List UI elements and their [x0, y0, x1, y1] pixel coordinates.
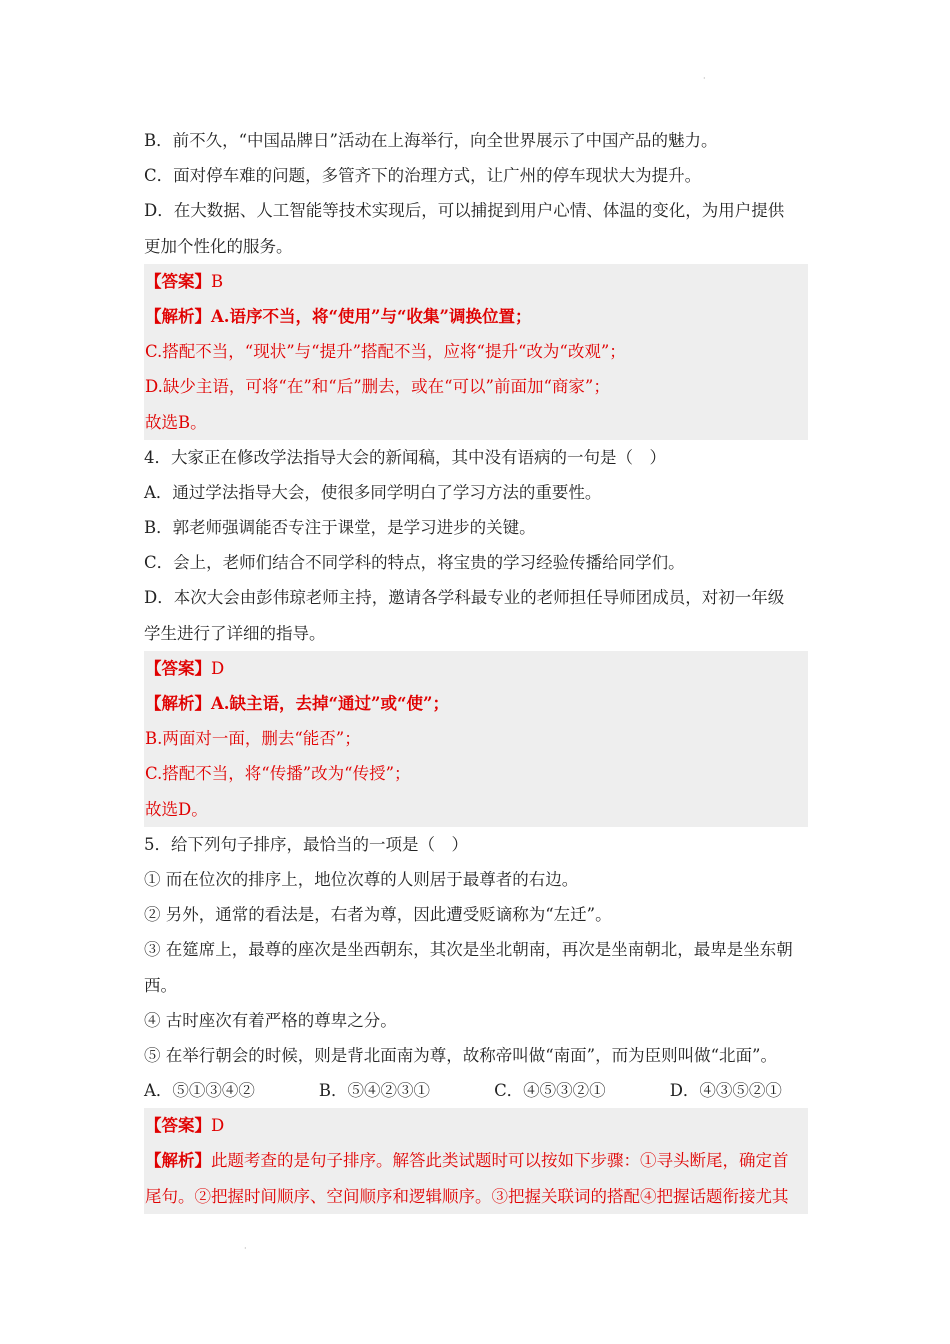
q3-option-b: B．前不久，“中国品牌日”活动在上海举行，向全世界展示了中国产品的魅力。 — [144, 131, 718, 150]
q5-sentence: ④ 古时座次有着严格的尊卑之分。 — [144, 1010, 397, 1030]
header-mark: · — [703, 74, 706, 83]
q3-option-c: C．面对停车难的问题，多管齐下的治理方式，让广州的停车现状大为提升。 — [144, 166, 702, 186]
q5-sentence: ⑤ 在举行朝会的时候，则是背北面南为尊，故称帝叫做“南面”，而为臣则叫做“北面”。 — [144, 1045, 777, 1065]
q5-sentence: ① 而在位次的排序上，地位次尊的人则居于最尊者的右边。 — [144, 869, 579, 889]
question-3-options — [144, 123, 808, 264]
q5-analysis-line: 此题考查的是句子排序。解答此类试题时可以按如下步骤：①寻头断尾，确定首 — [211, 1151, 789, 1171]
q4-analysis-line: A.缺主语，去掉“通过”或“使”； — [211, 694, 450, 713]
q5-sentence: ③ 在筵席上，最尊的座次是坐西朝东，其次是坐北朝南，再次是坐南朝北，最卑是坐东朝 — [144, 940, 793, 960]
q3-option-d-cont: 更加个性化的服务。 — [144, 236, 293, 256]
q4-answer-block — [144, 651, 808, 827]
q5-answer-label: 【答案】 — [145, 1116, 211, 1136]
q3-option-d: D．在大数据、人工智能等技术实现后，可以捕捉到用户心情、体温的变化，为用户提供 — [144, 201, 785, 221]
q3-analysis-line: A.语序不当，将“使用”与“收集”调换位置； — [211, 306, 532, 326]
q5-answer-value: D — [211, 1116, 225, 1136]
q4-analysis-line: B.两面对一面，删去“能否”； — [145, 729, 361, 749]
q5-answer-block — [144, 1108, 808, 1214]
footer-mark: · — [244, 1244, 247, 1253]
question-content — [144, 123, 808, 1214]
q5-choice-d: D．④③⑤②① — [669, 1081, 782, 1101]
q5-analysis-line: 尾句。②把握时间顺序、空间顺序和逻辑顺序。③把握关联词的搭配④把握话题衔接尤其 — [145, 1186, 789, 1206]
q5-stem: 5．给下列句子排序，最恰当的一项是（ ） — [144, 834, 468, 854]
question-5 — [144, 827, 808, 1109]
q5-sentence: ② 另外，通常的看法是，右者为尊，因此遭受贬谪称为“左迁”。 — [144, 905, 612, 925]
q3-answer-block — [144, 264, 808, 440]
q4-option-c: C．会上，老师们结合不同学科的特点，将宝贵的学习经验传播给同学们。 — [144, 553, 685, 573]
question-4 — [144, 440, 808, 651]
q3-answer-label: 【答案】 — [145, 271, 211, 291]
q5-sentence-cont: 西。 — [144, 975, 177, 995]
q3-analysis-line: C.搭配不当，“现状”与“提升”搭配不当，应将“提升“改为“改观”； — [145, 342, 626, 362]
q4-analysis-label: 【解析】 — [145, 694, 211, 713]
q4-analysis-line: C.搭配不当，将“传播”改为“传授”； — [145, 764, 411, 784]
q3-analysis-line: D.缺少主语，可将“在”和“后”删去，或在“可以”前面加“商家”； — [145, 377, 610, 397]
q4-analysis-line: 故选D。 — [145, 799, 208, 819]
q4-answer-label: 【答案】 — [145, 658, 211, 678]
q4-option-d-cont: 学生进行了详细的指导。 — [144, 623, 326, 643]
q3-answer-value: B — [211, 271, 224, 291]
q3-analysis-label: 【解析】 — [145, 306, 211, 326]
q5-choice-a: A．⑤①③④② — [144, 1081, 255, 1101]
q5-analysis-label: 【解析】 — [145, 1151, 211, 1171]
q4-option-b: B．郭老师强调能否专注于课堂，是学习进步的关键。 — [144, 518, 536, 538]
q4-option-a: A．通过学法指导大会，使很多同学明白了学习方法的重要性。 — [144, 482, 602, 502]
q4-option-d: D．本次大会由彭伟琼老师主持，邀请各学科最专业的老师担任导师团成员，对初一年级 — [144, 588, 785, 608]
q4-stem: 4．大家正在修改学法指导大会的新闻稿，其中没有语病的一句是（ ） — [144, 447, 666, 467]
q5-choices — [144, 1073, 808, 1108]
q4-answer-value: D — [211, 658, 225, 678]
q5-choice-c: C．④⑤③②① — [494, 1081, 606, 1101]
q5-choice-b: B．⑤④②③① — [318, 1081, 431, 1101]
q3-analysis-line: 故选B。 — [145, 412, 207, 432]
